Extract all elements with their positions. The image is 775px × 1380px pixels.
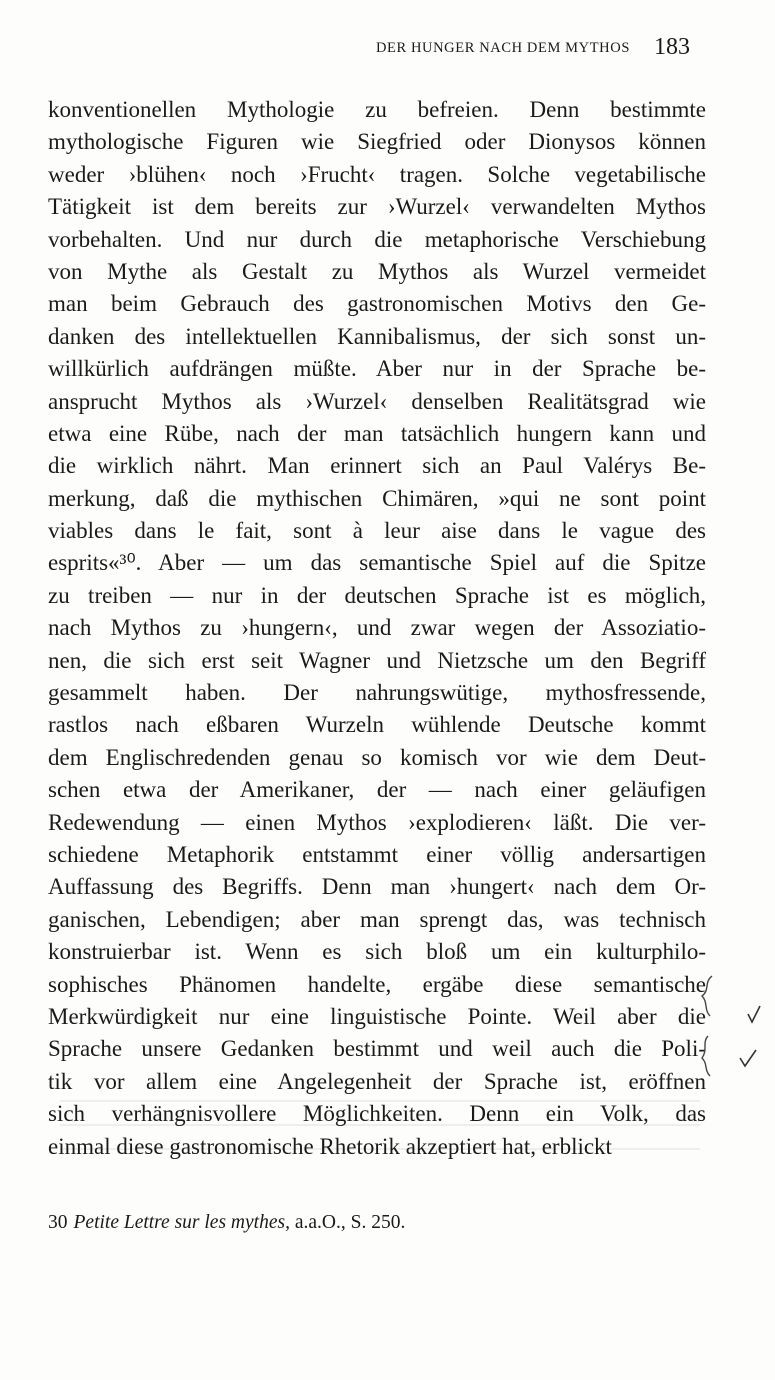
pencil-checkmark-icon xyxy=(690,970,775,1080)
text-line: die wirklich nährt. Man erinnert sich an Paul Valérys Be- xyxy=(48,453,706,479)
text-line: willkürlich aufdrängen müßte. Aber nur in der Sprache be- xyxy=(48,356,706,382)
text-line: sophisches Phänomen handelte, ergäbe diese semantische xyxy=(48,971,706,997)
footnote-number: 30 xyxy=(48,1212,68,1233)
text-line: vorbehalten. Und nur durch die metaphorische Verschiebung xyxy=(48,226,706,252)
text-line: merkung, daß die mythischen Chimären, »qui ne sont point xyxy=(48,485,706,511)
text-line: von Mythe als Gestalt zu Mythos als Wurzel vermeidet xyxy=(48,258,706,284)
text-line: zu treiben — nur in der deutschen Sprache ist es möglich, xyxy=(48,582,706,608)
page-number: 183 xyxy=(654,34,690,60)
running-title: DER HUNGER NACH DEM MYTHOS xyxy=(375,40,630,56)
text-line: sich verhängnisvollere Möglichkeiten. Denn ein Volk, das xyxy=(48,1101,706,1127)
text-line: Tätigkeit ist dem bereits zur ›Wurzel‹ verwandelten Mythos xyxy=(48,194,706,220)
text-line: Auffassung des Begriffs. Denn man ›hungert‹ nach dem Or- xyxy=(48,874,706,900)
text-line: man beim Gebrauch des gastronomischen Motivs den Ge- xyxy=(48,291,706,317)
text-line: rastlos nach eßbaren Wurzeln wühlende Deutsche kommt xyxy=(48,712,706,738)
text-line: schen etwa der Amerikaner, der — nach einer geläufigen xyxy=(48,777,706,803)
text-line: esprits«³⁰. Aber — um das semantische Spiel auf die Spitze xyxy=(48,550,706,576)
text-line: Merkwürdigkeit nur eine linguistische Pointe. Weil aber die xyxy=(48,1003,706,1029)
running-head xyxy=(0,34,775,62)
text-line: viables dans le fait, sont à leur aise dans le vague des xyxy=(48,518,706,544)
text-line: tik vor allem eine Angelegenheit der Sprache ist, eröffnen xyxy=(48,1068,706,1094)
footnote-reference: a.a.O., S. 250. xyxy=(289,1212,406,1233)
text-line: weder ›blühen‹ noch ›Frucht‹ tragen. Solche vegetabilische xyxy=(48,161,706,187)
text-line: danken des intellektuellen Kannibalismus, der sich sonst un- xyxy=(48,323,706,349)
text-line: dem Englischredenden genau so komisch vor wie dem Deut- xyxy=(48,744,706,770)
text-line: gesammelt haben. Der nahrungswütige, mythosfressende, xyxy=(48,680,706,706)
show-through-shadow xyxy=(60,1100,700,1170)
body-text xyxy=(48,94,706,1163)
text-line: nach Mythos zu ›hungern‹, und zwar wegen der Assoziatio- xyxy=(48,615,706,641)
text-line: nen, die sich erst seit Wagner und Nietzsche um den Begriff xyxy=(48,647,706,673)
text-line: ganischen, Lebendigen; aber man sprengt das, was technisch xyxy=(48,906,706,932)
text-line: ansprucht Mythos als ›Wurzel‹ denselben Realitätsgrad wie xyxy=(48,388,706,414)
footnote-title: Petite Lettre sur les mythes, xyxy=(73,1212,290,1233)
text-line: Sprache unsere Gedanken bestimmt und weil auch die Poli- xyxy=(48,1036,706,1062)
text-line: einmal diese gastronomische Rhetorik akzeptiert hat, erblickt xyxy=(48,1133,612,1159)
text-line: mythologische Figuren wie Siegfried oder Dionysos können xyxy=(48,129,706,155)
text-line: schiedene Metaphorik entstammt einer völlig andersartigen xyxy=(48,841,706,867)
text-line: etwa eine Rübe, nach der man tatsächlich hungern kann und xyxy=(48,420,706,446)
text-line: konstruierbar ist. Wenn es sich bloß um ein kulturphilo- xyxy=(48,939,706,965)
text-line: konventionellen Mythologie zu befreien. Denn bestimmte xyxy=(48,97,706,122)
footnote xyxy=(48,1212,706,1234)
text-line: Redewendung — einen Mythos ›explodieren‹ läßt. Die ver- xyxy=(48,809,706,835)
